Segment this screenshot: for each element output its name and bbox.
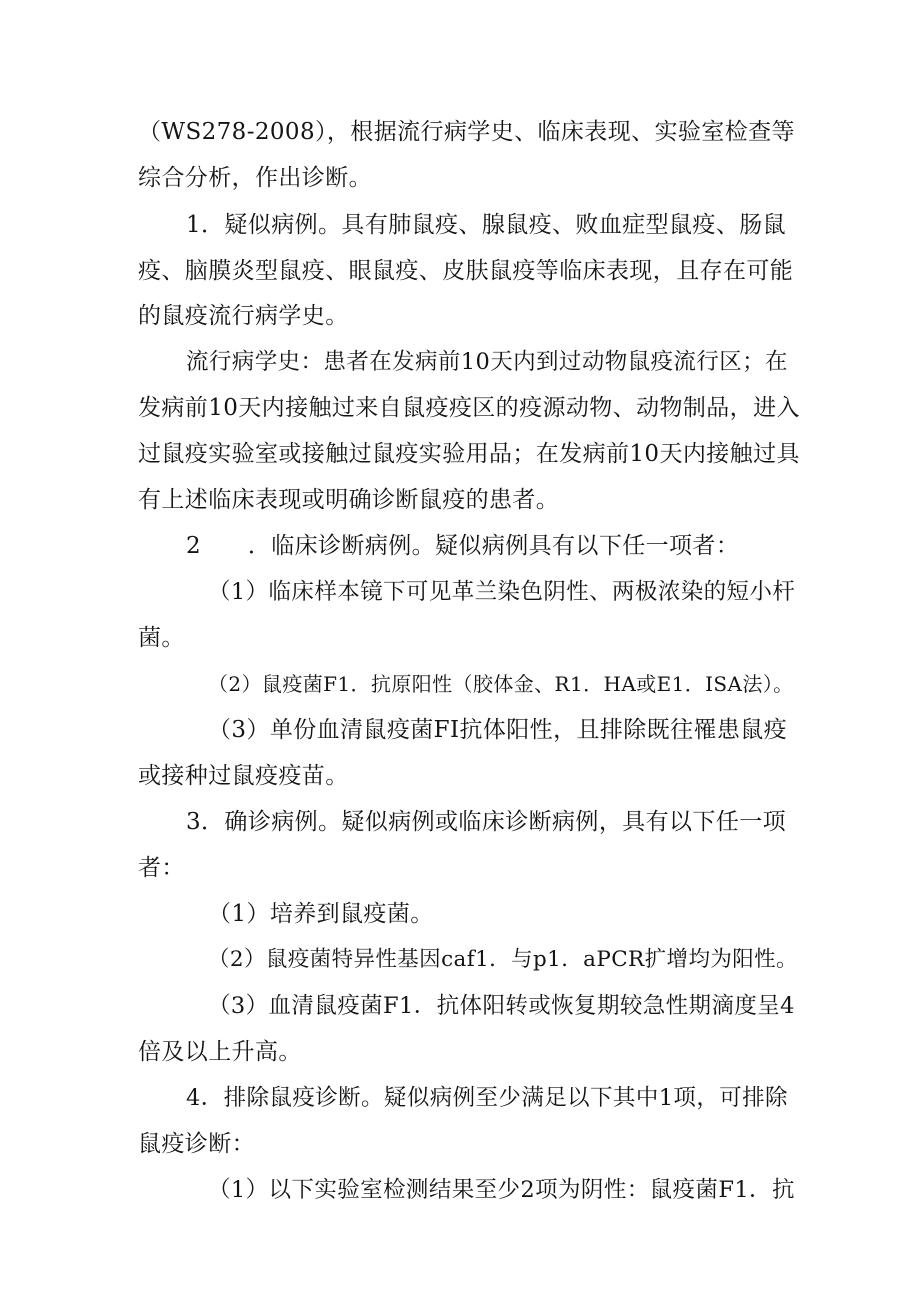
text-line-12: 菌。 (138, 625, 185, 651)
text-line-10: 2 ．临床诊断病例。疑似病例具有以下任一项者： (186, 533, 740, 559)
text-line-15: 或接种过鼠疫疫苗。 (138, 763, 349, 789)
text-line-18: （1）培养到鼠疫菌。 (208, 901, 434, 927)
text-line-20: （3）血清鼠疫菌F1．抗体阳转或恢复期较急性期滴度呈4 (208, 993, 795, 1019)
text-line-9: 有上述临床表现或明确诊断鼠疫的患者。 (138, 487, 560, 513)
text-line-2: 综合分析，作出诊断。 (138, 165, 372, 191)
text-line-17: 者： (138, 855, 185, 881)
text-line-23: 鼠疫诊断： (138, 1131, 255, 1157)
text-line-13: （2）鼠疫菌F1．抗原阳性（胶体金、R1．HA或E1．ISA法）。 (208, 672, 794, 696)
text-line-14: （3）单份血清鼠疫菌FI抗体阳性，且排除既往罹患鼠疫 (208, 717, 788, 743)
text-line-16: 3．确诊病例。疑似病例或临床诊断病例，具有以下任一项 (186, 809, 787, 835)
text-line-11: （1）临床样本镜下可见革兰染色阴性、两极浓染的短小杆 (208, 579, 796, 605)
text-line-1: （WS278-2008），根据流行病学史、临床表现、实验室检查等 (138, 119, 795, 145)
text-line-4: 疫、脑膜炎型鼠疫、眼鼠疫、皮肤鼠疫等临床表现，且存在可能 (138, 258, 794, 284)
text-line-22: 4．排除鼠疫诊断。疑似病例至少满足以下其中1项，可排除 (186, 1085, 788, 1111)
text-line-24: （1）以下实验室检测结果至少2项为阴性：鼠疫菌F1．抗 (208, 1177, 795, 1203)
text-line-8: 过鼠疫实验室或接触过鼠疫实验用品；在发病前10天内接触过具 (138, 441, 800, 467)
text-line-5: 的鼠疫流行病学史。 (138, 303, 349, 329)
text-line-7: 发病前10天内接触过来自鼠疫疫区的疫源动物、动物制品，进入 (138, 395, 800, 421)
text-line-3: 1．疑似病例。具有肺鼠疫、腺鼠疫、败血症型鼠疫、肠鼠 (186, 212, 787, 238)
text-line-21: 倍及以上升高。 (138, 1039, 302, 1065)
text-line-19: （2）鼠疫菌特异性基因caf1．与p1．aPCR扩增均为阳性。 (208, 947, 798, 972)
text-line-6: 流行病学史：患者在发病前10天内到过动物鼠疫流行区；在 (186, 349, 788, 375)
